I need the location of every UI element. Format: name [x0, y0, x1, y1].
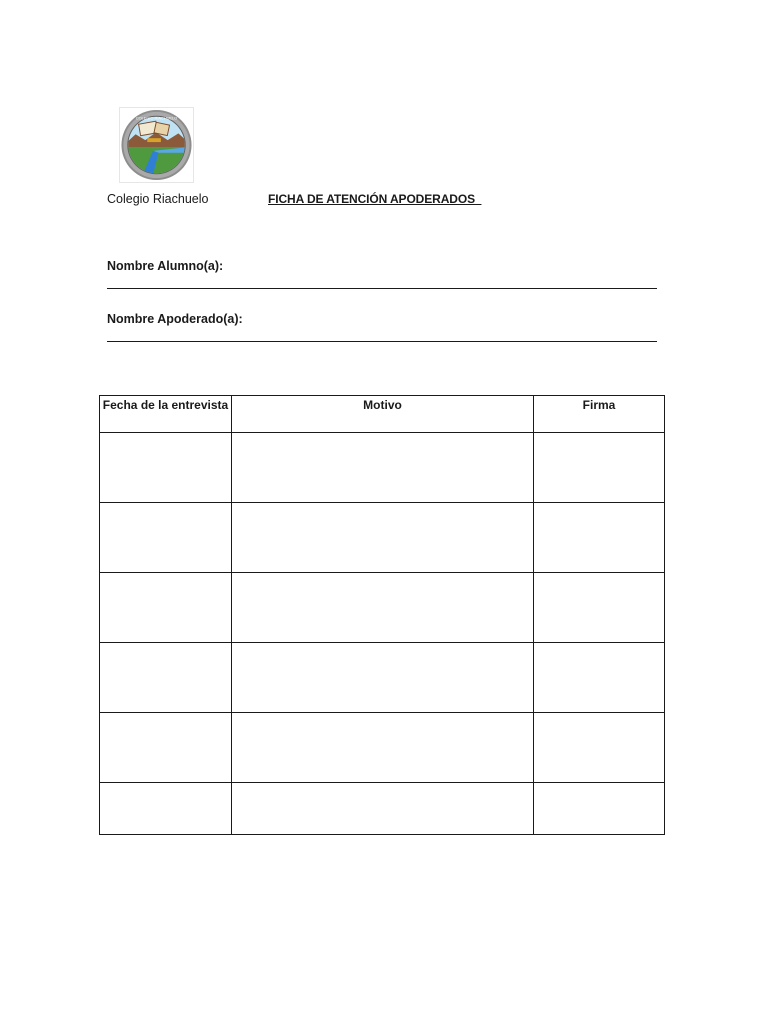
reason-cell[interactable]: [232, 783, 534, 835]
logo-lettering: COLEGIO RIACHUELO: [135, 115, 178, 121]
column-header-date: Fecha de la entrevista: [100, 396, 232, 433]
table-row: [100, 783, 665, 835]
table-row: [100, 643, 665, 713]
signature-cell[interactable]: [534, 503, 665, 573]
reason-cell[interactable]: [232, 433, 534, 503]
signature-cell[interactable]: [534, 573, 665, 643]
table-row: [100, 713, 665, 783]
date-cell[interactable]: [100, 643, 232, 713]
reason-cell[interactable]: [232, 713, 534, 783]
table-header-row: [100, 396, 665, 433]
signature-cell[interactable]: [534, 783, 665, 835]
reason-cell[interactable]: [232, 643, 534, 713]
reason-cell[interactable]: [232, 503, 534, 573]
date-cell[interactable]: [100, 433, 232, 503]
table-row: [100, 433, 665, 503]
school-name: Colegio Riachuelo: [107, 192, 209, 206]
student-name-label: Nombre Alumno(a):: [107, 259, 224, 273]
date-cell[interactable]: [100, 573, 232, 643]
guardian-name-line[interactable]: [107, 341, 657, 342]
date-cell[interactable]: [100, 503, 232, 573]
signature-cell[interactable]: [534, 433, 665, 503]
document-title: FICHA DE ATENCIÓN APODERADOS: [268, 192, 482, 206]
attention-table: [99, 395, 665, 835]
student-name-line[interactable]: [107, 288, 657, 289]
signature-cell[interactable]: [534, 713, 665, 783]
column-header-signature: Firma: [534, 396, 665, 433]
signature-cell[interactable]: [534, 643, 665, 713]
date-cell[interactable]: [100, 713, 232, 783]
table-row: [100, 573, 665, 643]
column-header-reason: Motivo: [232, 396, 534, 433]
school-seal-icon: [120, 108, 193, 182]
guardian-name-label: Nombre Apoderado(a):: [107, 312, 243, 326]
table-row: [100, 503, 665, 573]
school-logo: [119, 107, 194, 183]
date-cell[interactable]: [100, 783, 232, 835]
reason-cell[interactable]: [232, 573, 534, 643]
